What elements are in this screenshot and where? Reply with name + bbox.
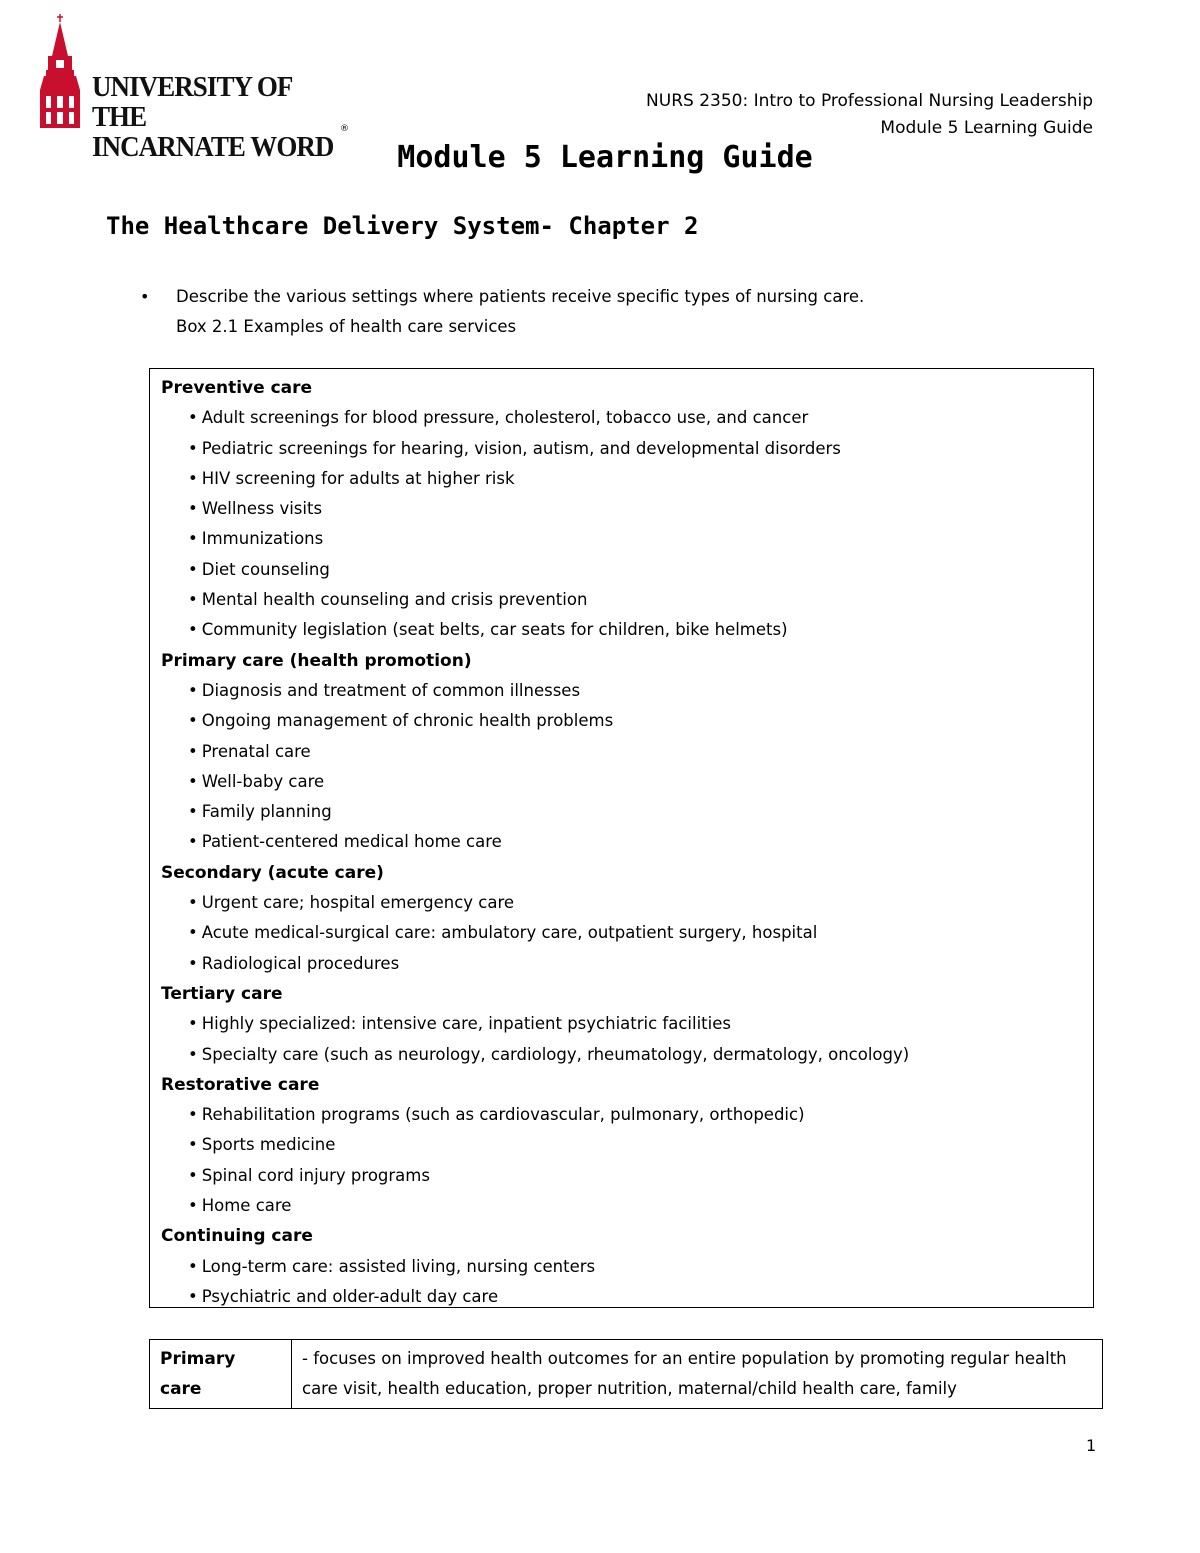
list-item-text: Pediatric screenings for hearing, vision, autism, and developmental disorders (201, 438, 841, 458)
bullet-icon: • (188, 711, 198, 731)
list-item (161, 706, 1093, 736)
page-number: 1 (1086, 1436, 1097, 1455)
list-item-text: HIV screening for adults at higher risk (201, 468, 515, 488)
list-item-text: Community legislation (seat belts, car seats for children, bike helmets) (201, 620, 788, 640)
bullet-icon: • (188, 1256, 198, 1276)
bullet-icon: • (188, 1196, 198, 1216)
tower-icon (36, 14, 96, 134)
list-item-text: Urgent care; hospital emergency care (201, 893, 515, 913)
page-title: Module 5 Learning Guide (397, 140, 813, 175)
bullet-icon: • (188, 620, 198, 640)
list-item-text: Acute medical-surgical care: ambulatory care, outpatient surgery, hospital (201, 923, 818, 943)
bullet-icon: • (188, 1286, 198, 1306)
section-title: Tertiary care (161, 983, 283, 1004)
list-item-text: Family planning (201, 802, 332, 822)
course-name: NURS 2350: Intro to Professional Nursing Leadership (646, 91, 1093, 111)
bullet-icon: • (188, 680, 198, 700)
list-item (161, 949, 1093, 979)
list-item-text: Wellness visits (201, 499, 323, 519)
list-item (161, 555, 1093, 585)
bullet-icon: • (188, 832, 198, 852)
list-item (161, 767, 1093, 797)
list-item (161, 1100, 1093, 1130)
section-title: Secondary (acute care) (161, 862, 384, 883)
list-item-text: Mental health counseling and crisis prevention (201, 590, 588, 610)
list-item (161, 1191, 1093, 1221)
bullet-icon: • (188, 590, 198, 610)
logo-line-2: INCARNATE WORD (92, 131, 334, 163)
list-item-text: Patient-centered medical home care (201, 832, 502, 852)
list-item (161, 1252, 1093, 1282)
chapter-heading: The Healthcare Delivery System- Chapter 2 (106, 212, 699, 240)
page-header (646, 88, 1093, 142)
list-item (161, 1040, 1093, 1070)
bullet-icon: • (188, 499, 198, 519)
bullet-icon: • (188, 468, 198, 488)
list-item (161, 918, 1093, 948)
definition-term: Primary care (150, 1340, 292, 1409)
objective-subtext: Box 2.1 Examples of health care services (176, 317, 517, 336)
bullet-icon: • (140, 287, 150, 306)
list-item (161, 676, 1093, 706)
list-item (161, 1282, 1093, 1312)
definition-table (149, 1339, 1103, 1409)
bullet-icon: • (188, 802, 198, 822)
list-item-text: Sports medicine (201, 1135, 336, 1155)
list-item-text: Diet counseling (201, 559, 330, 579)
list-item (161, 737, 1093, 767)
section-title: Restorative care (161, 1074, 320, 1095)
list-item-text: Diagnosis and treatment of common illnesses (201, 680, 581, 700)
list-item-text: Highly specialized: intensive care, inpatient psychiatric facilities (201, 1014, 731, 1034)
list-item-text: Radiological procedures (201, 953, 400, 973)
table-row (150, 1340, 1103, 1409)
section-title: Continuing care (161, 1226, 313, 1247)
list-item (161, 494, 1093, 524)
guide-name: Module 5 Learning Guide (880, 118, 1093, 138)
list-item-text: Psychiatric and older-adult day care (201, 1286, 499, 1306)
bullet-icon: • (188, 1044, 198, 1064)
list-item-text: Prenatal care (201, 741, 311, 761)
logo-line-1: UNIVERSITY OF THE (92, 71, 292, 133)
list-item (161, 615, 1093, 645)
list-item-text: Well-baby care (201, 771, 325, 791)
bullet-icon: • (188, 559, 198, 579)
list-item (161, 403, 1093, 433)
registered-mark: ® (340, 124, 349, 134)
list-item (161, 524, 1093, 554)
bullet-icon: • (188, 893, 198, 913)
section-title: Primary care (health promotion) (161, 650, 472, 671)
bullet-icon: • (188, 529, 198, 549)
learning-objective (140, 282, 864, 342)
list-item-text: Adult screenings for blood pressure, cholesterol, tobacco use, and cancer (201, 408, 809, 428)
list-item-text: Ongoing management of chronic health problems (201, 711, 614, 731)
bullet-icon: • (188, 1105, 198, 1125)
list-item (161, 1009, 1093, 1039)
list-item-text: Rehabilitation programs (such as cardiovascular, pulmonary, orthopedic) (201, 1105, 805, 1125)
bullet-icon: • (188, 1014, 198, 1034)
bullet-icon: • (188, 1165, 198, 1185)
list-item (161, 585, 1093, 615)
university-logo (36, 14, 356, 163)
list-item (161, 797, 1093, 827)
list-item (161, 888, 1093, 918)
bullet-icon: • (188, 408, 198, 428)
list-item-text: Home care (201, 1196, 292, 1216)
list-item (161, 1130, 1093, 1160)
bullet-icon: • (188, 741, 198, 761)
list-item (161, 827, 1093, 857)
list-item-text: Spinal cord injury programs (201, 1165, 430, 1185)
health-care-services-box (149, 368, 1094, 1308)
list-item (161, 464, 1093, 494)
bullet-icon: • (188, 953, 198, 973)
list-item (161, 1161, 1093, 1191)
list-item-text: Long-term care: assisted living, nursing centers (201, 1256, 596, 1276)
definition-text: - focuses on improved health outcomes for an entire population by promoting regular health care visit, health education, proper nutrition, maternal/child health care, family (292, 1340, 1103, 1409)
bullet-icon: • (188, 771, 198, 791)
section-title: Preventive care (161, 378, 313, 398)
list-item-text: Specialty care (such as neurology, cardiology, rheumatology, dermatology, oncology) (201, 1044, 910, 1064)
objective-text: Describe the various settings where patients receive specific types of nursing care. (176, 287, 865, 306)
list-item (161, 434, 1093, 464)
bullet-icon: • (188, 1135, 198, 1155)
bullet-icon: • (188, 923, 198, 943)
bullet-icon: • (188, 438, 198, 458)
list-item-text: Immunizations (201, 529, 324, 549)
